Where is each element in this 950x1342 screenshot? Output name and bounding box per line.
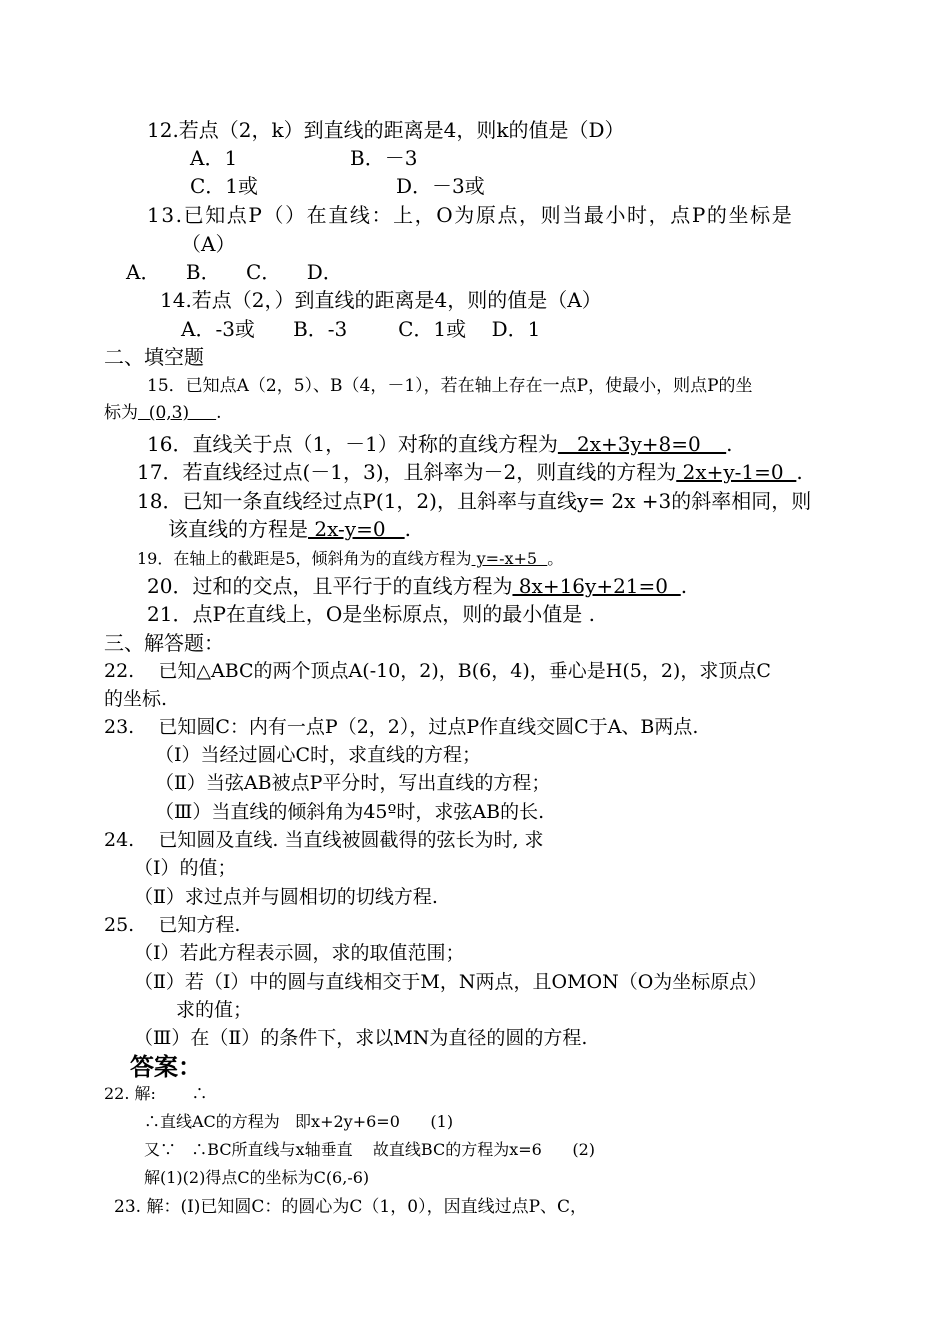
- q24-part1: （Ⅰ）的值；: [134, 857, 237, 879]
- q20-line: 20．过和的交点，且平行于的直线方程为 8x+16y+21=0 .: [147, 574, 688, 598]
- q25-part1: （Ⅰ）若此方程表示圆，求的取值范围；: [134, 942, 465, 964]
- q15-answer: (0,3): [138, 403, 217, 423]
- q14-options: A．-3或 B．-3 C．1或 D．1: [181, 317, 541, 341]
- q21-line: 21．点P在直线上，O是坐标原点，则的最小值是 .: [147, 602, 596, 626]
- q24-part2: （Ⅱ）求过点并与圆相切的切线方程.: [134, 886, 438, 908]
- q13-stem: 13.已知点P（）在直线：上，O为原点，则当最小时，点P的坐标是: [147, 203, 794, 227]
- q22-line1: 22. 已知△ABC的两个顶点A(-10，2)，B(6，4)，垂心是H(5，2)，求顶点C: [104, 660, 771, 682]
- q18-answer: 2x-y=0: [308, 517, 405, 541]
- answer22-line2: ∴直线AC的方程为 即x+2y+6=0 (1): [144, 1112, 454, 1131]
- answers-heading: 答案：: [130, 1052, 202, 1081]
- answer22-line1: 22. 解: ∴: [104, 1084, 208, 1103]
- q25-part3: （Ⅲ）在（Ⅱ）的条件下，求以MN为直径的圆的方程.: [134, 1027, 588, 1049]
- q25-line1: 25. 已知方程.: [104, 914, 241, 936]
- answer23-line1: 23. 解：(Ⅰ)已知圆C：的圆心为C（1，0），因直线过点P、C，: [114, 1197, 588, 1217]
- section-solve-heading: 三、解答题：: [104, 631, 224, 655]
- section-fill-in-heading: 二、填空题: [104, 345, 204, 369]
- q12-option-b: B．－3: [350, 146, 418, 170]
- q12-option-d: D．－3或: [396, 174, 485, 198]
- q15-line2: 标为 (0,3) .: [104, 403, 222, 423]
- q23-part2: （Ⅱ）当弦AB被点P平分时，写出直线的方程；: [155, 772, 551, 794]
- q18-line1: 18．已知一条直线经过点P(1，2)，且斜率与直线y= 2x +3的斜率相同，则: [137, 489, 812, 513]
- q13-options: A． B． C． D．: [126, 260, 343, 284]
- answer22-line4: 解(1)(2)得点C的坐标为C(6,-6): [144, 1168, 370, 1187]
- q19-line: 19．在轴上的截距是5，倾斜角为的直线方程为 y=-x+5 。: [137, 549, 564, 568]
- q13-answer: （A）: [181, 232, 236, 256]
- q23-line1: 23. 已知圆C：内有一点P（2，2），过点P作直线交圆C于A、B两点.: [104, 716, 699, 738]
- q25-part2: （Ⅱ）若（Ⅰ）中的圆与直线相交于M，N两点，且OMON（O为坐标原点）: [134, 971, 768, 993]
- q17-line: 17．若直线经过点(－1，3)，且斜率为－2，则直线的方程为 2x+y-1=0 .: [137, 460, 803, 484]
- q12-option-c: C．1或: [190, 174, 259, 198]
- q25-part2-continued: 求的值；: [176, 999, 253, 1021]
- q15-line1: 15．已知点A（2，5）、B（4，－1），若在轴上存在一点P，使最小，则点P的坐: [147, 376, 753, 396]
- q18-line2: 该直线的方程是 2x-y=0 .: [168, 517, 411, 541]
- q22-line2: 的坐标.: [104, 688, 168, 710]
- q14-stem: 14.若点（2，）到直线的距离是4，则的值是（A）: [160, 288, 602, 312]
- q12-option-a: A．1: [190, 146, 238, 170]
- q20-answer: 8x+16y+21=0: [512, 574, 681, 598]
- q23-part1: （Ⅰ）当经过圆心C时，求直线的方程；: [155, 744, 482, 766]
- q19-answer: y=-x+5: [471, 549, 548, 568]
- q17-answer: 2x+y-1=0: [676, 460, 797, 484]
- q16-line: 16．直线关于点（1，－1）对称的直线方程为 2x+3y+8=0 .: [147, 432, 733, 456]
- q16-answer: 2x+3y+8=0: [557, 432, 727, 456]
- q12-stem: 12.若点（2，k）到直线的距离是4，则k的值是（D）: [147, 118, 625, 142]
- answer22-line3: 又∵ ∴BC所直线与x轴垂直 故直线BC的方程为x=6 (2): [144, 1140, 596, 1159]
- q23-part3: （Ⅲ）当直线的倾斜角为45º时，求弦AB的长.: [155, 801, 545, 823]
- q24-line1: 24. 已知圆及直线. 当直线被圆截得的弦长为时, 求: [104, 829, 544, 851]
